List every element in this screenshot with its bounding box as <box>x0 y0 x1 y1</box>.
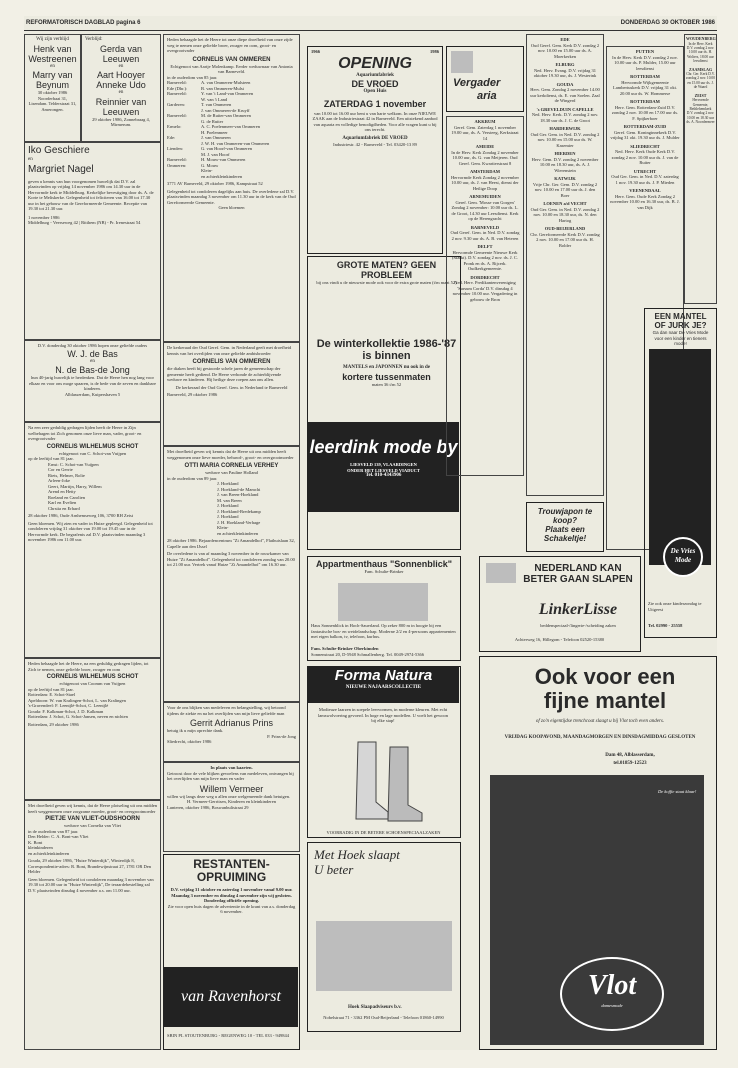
wedding-name-2: Margriet Nagel <box>28 163 94 175</box>
thanks-place: Sliedrecht, oktober 1986 <box>167 739 212 744</box>
church-place: DORDRECHT <box>470 274 500 280</box>
mantel-title: De winterkollektie 1986-'87 is binnen <box>316 338 457 362</box>
vergader-title-2: aria <box>477 90 497 102</box>
thanks-name: Gerrit Adrianus Prins <box>189 718 274 728</box>
family-table <box>167 80 296 179</box>
anniversary-name: W. J. de Bas <box>67 348 118 359</box>
opening-date: ZATERDAG 1 november <box>323 98 427 109</box>
opening-footer: Aquariumfabriek DE VROED <box>342 135 408 141</box>
thanks-notice <box>163 762 300 852</box>
church-services <box>446 116 524 476</box>
forma-body: Modieuze laarzen in soepele leervormen, in moderne kleuren. Met echt lamswolvoering gevoerd. In hoge en lage modellen. U voelt het gewoon bij elke stap! <box>318 707 448 723</box>
church-body: Ned. Herv. Kerk. D.V. zondag 2 nov. 18.30 uur ds. J. C. de Groot <box>531 112 599 123</box>
church-place: GOUDA <box>556 81 574 87</box>
wedding-date: 1 november 1986 <box>28 214 60 220</box>
vlot-sub: of zo'n eigentijdse trenchcoat slaagt u bij Vlot toch even anders. <box>535 719 665 724</box>
church-place: UTRECHT <box>633 168 657 174</box>
thanks-intro: Voor de ons blijken van medeleven en belangstelling, wij betoond tijdens de ziekte en na het overlijden van mijn lieve geliefde man <box>167 705 286 716</box>
family-member: T. van Ommeren <box>201 102 232 107</box>
church-place: HIERDEN <box>554 151 576 156</box>
family-member: J. van Ommeren-de Kruyff <box>201 107 250 113</box>
death-family <box>28 692 157 720</box>
anniversary-name: N. de Bas-de Jong <box>55 365 130 375</box>
family-line: en achterkleinkinderen <box>217 530 259 536</box>
church-body: Hervormde Wijkgemeente Lambertuskerk D.V. vrijdag 31 okt. 20.00 uur ds. W. Hommerse <box>612 79 678 96</box>
wedding-announcement <box>24 142 161 340</box>
church-place: WOUDENBERG <box>686 36 716 41</box>
church-body: Geref. Gem. Koninginnekerk D.V. vrijdag 31 okt. 19.30 uur ds. J. Mulder <box>610 129 680 140</box>
church-services <box>684 34 717 304</box>
ad-trouwjapon <box>526 502 604 552</box>
bed-icon <box>486 563 516 583</box>
vlot-title: Ook voor een fijne mantel <box>534 664 676 713</box>
family-member: M. J. van Hoorf <box>201 151 230 157</box>
family-place: Barneveld: <box>167 157 187 162</box>
church-place: ZEIST <box>694 92 707 98</box>
anniversary-address: Alblasserdam, Kuipershaven 5 <box>64 391 121 397</box>
ravenhorst-logo: van Ravenhorst <box>164 967 298 1027</box>
church-body: In de Herv. Kerk Zondag 2 november 10.00 uur, ds. G. van Meijeren. Oud Geref. Gem. Kwartierstraat 8 <box>451 149 519 166</box>
opening-title: OPENING <box>338 54 412 72</box>
church-place: ROTTERDAM <box>630 74 660 79</box>
vlot-logo-box <box>560 957 664 1031</box>
church-body: Herv. Gem. Zondag 2 november 14.00 uur kerkdienst, ds. E. van Soelen. Zaal de Wingerd <box>530 87 600 103</box>
family-line: J. Hoekland <box>217 481 239 486</box>
death-name: PIETJE VAN VLIET-OUDSHOORN <box>45 816 140 822</box>
church-body: Geref. Gem. Zaterdag 1 november 19.00 uur, ds. A. Versteeg, Kerkstraat 14 <box>451 124 519 141</box>
death-intro: Met droefheid geven wij kennis dat de Heere uit ons midden heeft weggenomen onze lieve moeder, behuwd-, groot- en overgrootmoeder <box>167 449 294 460</box>
ad-vlot <box>479 656 717 1050</box>
family-place: Ermelo: <box>167 124 182 129</box>
ad-forma-natura <box>307 666 461 838</box>
death-place: Gouda, 29 oktober 1986, "Huize Winterdijk", Winterdijk 8, Correspondentie-adres: R. Bont, Brandewijnstraat 27, 1781 OR Den Helder <box>28 858 151 874</box>
family-line: Den Helder: C. A. Bont-van Vliet <box>28 834 89 839</box>
restanten-line: Maandag 3 november en dinsdag 4 november zijn wij gesloten. <box>171 892 292 898</box>
death-notice <box>24 658 161 800</box>
appartement-sub: Fam. Schulte-Brinker <box>364 569 404 574</box>
appartement-title: Appartmenthaus "Sonnenblick" <box>315 559 453 569</box>
newspaper-page <box>24 16 717 1050</box>
death-place: Rotterdam, 29 oktober 1986 <box>28 721 79 727</box>
church-body: Ned. Herv. Predikantenvereniging 'Sursum Corda' D.V. dinsdag 4 november 10.00 uur. Vergadering in gebouw de Bron <box>452 280 518 302</box>
church-place: DELFT <box>477 244 493 249</box>
wedding-body: geven u kennis van hun voorgenomen huwelijk dat D.V. zal plaatsvinden op vrijdag 14 november 1986 om 14.30 uur in de Hervormde kerk te Middelburg. Kerkelijke bevestiging door ds. A. de Korte te Meliskerke. Gelegenheid tot feliciteren van 16.00 tot 17.30 uur in het gebouw van de Gereformeerde Gemeente. Receptie van 19.30 tot 21.30 uur. <box>28 178 154 211</box>
family-line: kleinkinderen <box>28 845 53 850</box>
vlot-logo: Vlot <box>587 970 637 1001</box>
junior-footer: Zie ook onze kinderzondag te Uitgeest <box>648 601 702 612</box>
family-line: Chrstia en Erhard <box>48 505 80 511</box>
anniversary-text: hun 40-jarig huwelijk te herdenken. Dat de Heere hen nog lang voor elkaar en voor ons moge spaaren, is de bede van de zeven en dankbare kinderen. <box>29 375 156 391</box>
house-illustration <box>338 583 428 621</box>
forma-brand: Forma Natura <box>334 667 433 684</box>
church-place: AKKRUM <box>474 119 496 124</box>
linker-title: NEDERLAND KAN BETER GAAN SLAPEN <box>523 563 633 585</box>
boots-illustration <box>348 737 428 825</box>
birth-name: Gerda van Leeuwen <box>99 43 143 64</box>
death-family <box>48 462 157 512</box>
family-member: G. de Ruiter <box>201 118 224 124</box>
church-body: Hervormde Gemeente Nieuwe Kerk (Markt). D.V. zondag 2 nov. ds. J. C. Pronk en ds. A. Rijcerk. Oudkerkgemeente. <box>451 249 519 271</box>
mantel-address: LIESVELD 139, VLAARDINGEN <box>350 462 417 467</box>
family-line: Ernst: C. Schot-van Vuijpen <box>48 461 99 467</box>
mantel-phone: Tel. 010-4343906 <box>365 473 402 478</box>
death-sub: weduwe van Pauline Holland <box>205 470 258 475</box>
birth-parent-1: Henk van Westreenen <box>28 43 77 64</box>
death-intro: Heden behaagde het de Heere tot onze diepe droefheid van onze zijde weg te nemen onze geliefde broer, zwager en oom, groot- en overgrootvader <box>167 37 293 53</box>
death-notice-verhey <box>163 446 300 702</box>
death-notice <box>24 800 161 1050</box>
linker-brand: LinkerLisse <box>538 601 618 618</box>
page-header-right: DONDERDAG 30 OKTOBER 1986 <box>620 20 715 26</box>
anniversary-announcement <box>24 340 161 422</box>
church-body: Hervormde Gemeente, Bethlehemkerk D.V. zondag 2 nov. 10.00 en 18.30 uur ds. A. Noordermeer <box>686 98 715 125</box>
death-notice-ommeren <box>163 34 300 342</box>
death-place: 3771 AV Barneveld, 29 oktober 1986, Kampstraat 52 <box>167 181 263 186</box>
page-header-left: REFORMATORISCH DAGBLAD pagina 6 <box>26 20 141 26</box>
vergader-title: Vergader <box>453 77 501 89</box>
family-member: A. C. Poelenmeer-van Ommeren <box>201 124 261 129</box>
birth-name: Aart Hooyer <box>96 70 146 80</box>
family-member: H. Mouw-van Ommeren <box>201 157 246 162</box>
wedding-name-1: Iko Geschiere <box>28 145 90 156</box>
appartement-body: Haus Sonnenblick in Hoch-Sauerland. Op zeker 800 m in hoogte bij een fantastische bos- en weidelandschap. Moderne 2/2 en 4-persoons appartementen met eigen balkon, tv, telefoon, kurhus. <box>311 623 456 639</box>
family-line: J. van Breen-Hoekland <box>217 492 259 497</box>
ad-mantel <box>307 256 461 550</box>
birth-intro: Wij zijn verblijd <box>36 37 69 42</box>
family-line: M. van Breen <box>217 497 242 503</box>
church-list <box>447 117 523 307</box>
ad-vergader <box>446 46 524 112</box>
family-member: G. van Hoorf-van Ommeren <box>201 146 252 151</box>
death-age: in de ouderdom van 87 jaar. <box>28 828 79 834</box>
wedding-and: en <box>28 157 33 162</box>
church-body: Oud Geref. Gem. Kerk D.V. zondag 2 nov. 10.00 en 15.00 uur ds. A. Moerkerken <box>530 42 600 59</box>
death-name: CORNELIS WILHELMUS SCHOT <box>46 674 139 680</box>
thanks-body-2: willen wij langs deze weg u allen onze welgemeende dank betuigen. <box>167 793 291 799</box>
anniversary-intro: D.V. donderdag 30 oktober 1986 hopen onze geliefde ouders <box>37 343 148 348</box>
birth-name: Anneke Udo <box>96 80 146 90</box>
death-note: Geen bloemen. Wij zien en vader in Huize gepleegd. Gelegenheid tot condoleren vrijdag 31 oktober van 19.00 tot 19.45 uur in de Hervormde kerk. De begrafenis zal D.V. plaatsvinden maandag 3 november 1986 om 11.00 uur. <box>28 520 153 542</box>
church-place: ARNEMUIDEN <box>469 194 501 199</box>
church-place: ROTTERDAM-ZUID <box>623 124 667 129</box>
vlot-address: Dam 48, Alblasserdam, <box>605 753 655 758</box>
death-intro: Met droefheid geven wij kennis, dat de Heere plotseling uit ons midden heeft weggenomen onze zorgzame moeder, groot- en overgrootmoeder <box>28 803 157 814</box>
hoek-name: Hoek Slaapadviseurs b.v. <box>348 1005 402 1010</box>
family-line: Riets, Helmer, Rolie <box>48 472 85 478</box>
death-sub: echtgenoot van C. Schot-van Vuijpen <box>58 450 127 456</box>
opening-name: Aquariumfabriek <box>356 72 394 78</box>
family-row <box>167 174 296 180</box>
junior-q2: Ga dan naar De Vries Mode voor een kinder en tieners mode! <box>652 330 709 346</box>
family-place: Garderen: <box>167 102 185 107</box>
restanten-title: RESTANTEN-OPRUIMING <box>193 857 270 884</box>
opening-details: van 10.00 tot 16.00 uur bent u van harte welkom. In onze NIEUWE ZAAK aan de Industriestraat 42 in Barneveld. Een uitstekend aanbod van aquaria en volledige benodigdheden. Voor alle vragen kunt u bij ons terecht. <box>312 110 438 132</box>
family-place: Barneveld: <box>167 80 187 85</box>
church-body: Herv. Gem. D.V. zondag 2 november 10.00 en 18.30 uur, ds. A. J. Wierenstein <box>531 156 599 173</box>
family-place: Ommeren: <box>167 162 187 168</box>
ad-linker <box>479 556 641 652</box>
church-body: Vrije Chr. Ger. Gem. D.V. zondag 2 nov. 10.00 en 17.00 uur ds. J. den Boer <box>532 181 598 198</box>
birth-name: Reinnier van Leeuwen <box>95 96 147 117</box>
death-intro: Heden behaagde het de Heere, na een geduldig gedragen lijden, tot Zich te nemen, onze geliefde broer, zwager en oom <box>28 661 149 672</box>
death-age: in de ouderdom van 85 jaar. <box>167 74 218 80</box>
birth-parent-2: Marry van Beynum <box>32 70 73 90</box>
death-age: op de leeftijd van 81 jaar. <box>28 686 74 692</box>
thanks-body: Getroost door de vele blijken gevoelens van medeleven, ontvangen bij het overlijden van mijn lieve man en vader <box>167 770 294 781</box>
mantel-sizes: maten 36 t/m 52 <box>371 381 402 387</box>
church-notice-body: die diaken heeft bij gestoorde schele jaren de gemeenschap der gemeente heeft gediend. De Heere verbonde de achterblijvende weduwe en kinderen. Hij heilige deze roepen aan ons allen. <box>167 366 282 382</box>
restanten-address: SBIN PL STOUTENBURG - REGENWEG 10 - TEL 033 - 949844 <box>167 1033 289 1038</box>
death-family <box>217 481 296 536</box>
death-name: CORNELIS WILHELMUS SCHOT <box>46 443 139 450</box>
death-name: OTTI MARIA CORNELIA VERHEY <box>184 463 279 469</box>
church-body: Herv. Gem. Oude Kerk Zondag 2 november 10.00 en 16.30 uur, ds. B. J. van Dijk <box>610 193 680 210</box>
family-line: Geert, Martijn, Harry, Willem <box>48 483 102 489</box>
death-sub: weduwe van Cornelia van Vliet <box>64 823 121 828</box>
church-notice-intro: De kerkeraad der Oud Geref. Gem. in Nederland geeft met droefheid kennis van het overlijden van onze geliefde ambtsbroeder <box>167 345 292 356</box>
mantel-line: MANTELS en JAPONNEN nu ook in de <box>343 365 430 370</box>
church-place: PUTTEN <box>635 49 655 54</box>
family-line: Gouda: F. Kalkman-Schot, J. D. Kalkman <box>28 708 104 714</box>
family-line: J. Hoekland-Bredekamp <box>217 508 261 514</box>
birth-name: en <box>118 63 124 69</box>
birth-and: en <box>50 63 55 69</box>
family-line: Rotterdam: E. Schot-Stael <box>28 692 76 697</box>
appartement-address: Sonnenstraat 20, D-5948 Schmallenberg. Tel. 0049-2974-5366 <box>311 652 425 657</box>
church-place: ROTTERDAM <box>630 99 660 104</box>
hoek-address: Nobelstraat 71 - 3362 PM Oud-Beijerland - Telefoon 01860-14990 <box>323 1015 444 1020</box>
family-line: Apeldoorn: W. van Kralingen-Schot, L. van Kralingen <box>28 697 126 703</box>
church-notice-sig: De kerkeraad der Oud Geref. Gem. in Nederland te Barneveld <box>175 384 288 390</box>
family-place: Lienden: <box>167 146 183 151</box>
birth-details-2: 29 oktober 1986, Zonnebraag 4, Mirmerum. <box>92 116 150 127</box>
family-member: Klein- <box>201 168 213 173</box>
death-note: Gelegenheid tot condoleren dagelijks aan huis. De overledene zal D.V. plaatsvinden maandag 3 november om 11.30 uur in de kerk van de Oud Gereformeerde Gemeente. <box>167 188 296 205</box>
opening-address: Industriestr. 42 - Barneveld - Tel. 03420-13 89 <box>333 142 417 147</box>
church-body: Geref. Gem. 'Mosse van Gorgen' Zondag 2 november: 10.00 uur ds. L. de Groot, 14.30 uur Leesdienst. Kerk op de Herengracht <box>451 199 519 221</box>
church-list <box>527 35 603 253</box>
death-name: CORNELIS VAN OMMEREN <box>192 56 271 63</box>
death-note: De overledene is van af maandag 3 november in de rouwkamer van Huize "Zi Amandelhof". Gelegenheid tot condoleren zondag van 20.00 tot 21.00 uur. Vertrek vanaf Huize "Zi Amandelhof" om 16.30 uur. <box>167 551 295 567</box>
family-line: J. Hoekland-de Mamchi <box>217 486 261 492</box>
church-list <box>685 35 716 129</box>
church-body: Herv. Gem. Rotterdam-Zuid D.V. zondag 2 nov. 10.00 en 17.00 uur ds. F. Spijkerboer <box>611 104 679 121</box>
page-header <box>24 16 717 31</box>
girl-photo <box>649 349 711 565</box>
thanks-sig: P. Prins-de Jong <box>267 733 296 739</box>
ad-restanten <box>163 854 300 1050</box>
church-body: Oud Ger. Gem. in Ned. D.V. zondag 2 nov. 10.00 en 15.00 uur ds. W. Kasemier <box>530 131 600 148</box>
church-body: Oud Geref. Gem. in Ned. D.V. zondag 2 nov. 9.30 uur ds. A. B. van Heteren <box>450 230 520 241</box>
family-member: H. Poelenmeer <box>201 129 228 135</box>
vlot-logo-sub: damesmode <box>601 1003 623 1008</box>
church-place: OUD-BEIJERLAND <box>544 226 586 231</box>
restanten-line: Donderdag officiële opening. <box>203 898 260 903</box>
bed-illustration <box>316 921 452 991</box>
church-body: Chr. Gereformeerde Kerk D.V. zondag 2 nov. 10.00 en 17.00 uur ds. H. Bolder <box>530 231 600 248</box>
restanten-line: D.V. vrijdag 31 oktober en zaterdag 1 november vanaf 9.00 uur. <box>170 887 293 892</box>
opening-name-2: DE VROED <box>351 79 399 89</box>
church-body: Ned. Herv. Kerk Oude Kerk D.V. zondag 2 nov. 10.00 uur ds. J. van de Ruiter <box>611 149 679 165</box>
family-line: Rotterdam: J. Schot, G. Schot-Jansen, neven en nichten <box>28 714 128 719</box>
restanten-line: Zie voor open huis dagen de advertentie in de krant van a.s. donderdag 6 november. <box>167 903 296 914</box>
birth-name: en <box>118 90 124 95</box>
family-member: B. van Ommeren-Mulst <box>201 85 244 91</box>
church-place: KATWIJK <box>554 176 576 181</box>
family-place: Barneveld: <box>167 91 187 96</box>
opening-open: Open Huis <box>363 89 387 94</box>
church-place: ELBURG <box>555 62 575 67</box>
family-line: 's-Gravendeel: F. Leentjlè-Schot, C. Leentjlè <box>28 703 109 708</box>
forma-footer: VOORRADIG IN DE BETERE SCHOENSPECIAALZAKEN <box>326 829 441 835</box>
church-place: EDE <box>560 37 570 42</box>
family-member: Y. van 't Land-van Ommeren <box>201 91 254 96</box>
ad-junior <box>644 308 717 638</box>
death-footer: Geen bloemen <box>218 205 245 210</box>
trouw-answer: Plaats een Schakeltje! <box>543 525 587 543</box>
ad-opening <box>307 46 443 254</box>
church-body: Oud Ger. Gem. in Ned. D.V. zaterdag 1 nov. 19.30 uur ds. J. P. Mieden <box>611 174 679 185</box>
family-line: J. Hoekland <box>217 503 239 508</box>
death-intro: Na een zeer geduldig gedragen lijden heeft de Heere in Zijn welbehagen tot Zich genomen onze lieve man, vader, groot- en overgrootvader <box>28 425 142 441</box>
family-line: J. Hoekland <box>217 514 239 519</box>
family-line: J. H. Hoekland-Verhage <box>217 519 261 525</box>
thanks-notice <box>163 702 300 762</box>
family-member: en achterkleinkinderen <box>201 173 243 179</box>
church-place: LOENEN a/d VECHT <box>543 201 587 206</box>
birth-details: 30 oktober 1986 Noorderbaai 31, Lisendam. Telderstraat 31, Amerongen. <box>28 90 77 112</box>
family-place: Barneveld: <box>167 113 187 118</box>
church-body: Oud Ger. Gem. in Ned. D.V. zondag 2 nov. 10.00 en 18.30 uur, ds. N. den Hartog <box>530 206 600 223</box>
family-line: Klein- <box>217 525 229 530</box>
church-place: BARNEVELD <box>470 224 500 230</box>
birth-announcement-2 <box>81 34 161 142</box>
family-line: en achterkleinkinderen <box>28 850 70 856</box>
ad-appartement <box>307 556 461 661</box>
family-place: Ede (Dhr.): <box>167 85 188 91</box>
church-place: 's GREVELDUIN CAPELLE <box>536 106 594 112</box>
family-line: Cor en Gerrie <box>48 467 73 472</box>
church-body: Hervormde Kerk Zondag 2 november 10.00 uur, ds. J. van Heest, dienst der Heilige Doop <box>451 174 519 191</box>
family-line: Arend en Hetty <box>48 489 76 494</box>
mantel-q: GROTE MATEN? GEEN PROBLEEM <box>336 260 437 280</box>
church-place: SLIEDRECHT <box>630 143 660 149</box>
family-line: Karl en Evelien <box>48 500 77 505</box>
birth-intro-2: Verblijd: <box>85 37 103 42</box>
vergader-icon <box>451 51 473 73</box>
church-place: VEENENDAAL <box>629 188 661 193</box>
thanks-intro: In plaats van kaarten. <box>210 765 253 770</box>
mantel-line-2: kortere tussenmaten <box>342 371 431 382</box>
leerdink-logo: leerdink mode by <box>309 437 458 457</box>
family-member: G. Mouw <box>201 162 219 168</box>
church-notice-place: Barneveld, 29 oktober 1986 <box>167 392 218 397</box>
death-sub: Echtgenoot van Aartje Molenkamp. Eerder weduwnaar van Antonia van Barneveld. <box>170 63 293 74</box>
family-member: J. W. H. van Ommeren-van Ommeren <box>201 140 270 146</box>
anniversary-and: en <box>90 358 95 364</box>
church-services <box>526 34 604 496</box>
mantel-q2: bij ons vindt u de nieuwste mode ook voor de extra grote maten (t/m maat 52) <box>316 280 457 285</box>
family-member: J. van Ommeren <box>201 135 231 140</box>
church-list <box>607 47 683 215</box>
death-place: 28 oktober 1986, Oude Arnhemseweg 106, 3700 RH Zeist <box>28 513 133 518</box>
linker-address: Achterweg 16, Hillegom - Telefoon 02520-15380 <box>514 637 605 642</box>
vlot-opening: VRIJDAG KOOPAVOND, MAANDAGMORGEN EN DINSDAGMIDDAG GESLOTEN <box>504 735 696 740</box>
linker-sub: beddenspeciaal-/lingerie-/scheiding zaken <box>540 623 616 628</box>
death-sub: echtgenoot van Coomm van Vuijpen <box>59 681 126 686</box>
family-member: M. de Ruiter-van Ommeren <box>201 113 251 118</box>
family-member: W. van 't Land <box>201 96 228 102</box>
death-notice <box>24 422 161 658</box>
family-line: Arleen-Joke <box>48 478 70 483</box>
year-right: 1986 <box>430 49 439 54</box>
church-place: ZAAMSLAG <box>688 66 713 72</box>
thanks-sig: H. Vermeer-Gerritsen, Kinderen en kleinkinderen <box>186 799 277 804</box>
thanks-body: betuig ik u mijn oprechte dank. <box>167 728 224 733</box>
church-body: Chr. Ger. Kerk D.V. zondag 2 nov. 10.00 en 15.00 uur ds. J. de Waard <box>686 72 716 90</box>
family-place: Ede: <box>167 135 176 140</box>
mantel-address-2: ONDER HET LIESVELD VIADUCT <box>347 467 420 473</box>
church-notice-name: CORNELIS VAN OMMEREN <box>192 359 271 365</box>
hoek-title: Met Hoek slaapt U beter <box>314 847 400 877</box>
forma-sub: NIEUWE NAJAARSCOLLECTIE <box>345 685 422 690</box>
family-member: A. van Ommeren-Mulsteen <box>201 80 251 85</box>
junior-q: EEN MANTEL OF JURK JE? <box>654 312 707 330</box>
church-body: In de Herv. Kerk D.V. zondag 2 nov. 10.00 uur ds. P. Mulder, 15.00 uur leesdienst <box>612 54 678 71</box>
death-note: Geen bloemen. Gelegenheid tot condoleren maandag 3 november van 19.30 tot 20.00 uur in "Huize Winterdijk", De teraardebestelling zal D.V. plaatsvinden dinsdag 4 november a.s. om 11.00 uur. <box>28 876 154 893</box>
junior-phone: Tel. 02990 - 25558 <box>648 623 683 628</box>
church-place: AMSTERDAM <box>470 169 500 174</box>
thanks-name: Willem Vermeer <box>199 783 264 794</box>
thanks-place: Lunteren, oktober 1986, Boswanbulistraat 29 <box>167 804 249 810</box>
church-place: HARDERWIJK <box>549 126 581 131</box>
family-line: Roeland en Carolien <box>48 494 85 500</box>
vlot-phone: tel.01859-12523 <box>613 761 647 766</box>
devries-badge: De Vries Mode <box>663 537 703 577</box>
church-place: AMEIDE <box>475 144 495 149</box>
church-body: Ned. Herv. Evang. D.V. vrijdag 31 oktober 19.30 uur, ds. J. Westerink <box>533 67 597 78</box>
appartement-footer: Fam. Schulte-Brinker Oberkimden <box>311 646 379 651</box>
church-notice <box>163 342 300 446</box>
family-place <box>167 174 201 180</box>
wedding-address: Middelburg - Veerseweg 42 | Ritthem (NB) - Pr. Irenestraat 54 <box>28 220 141 225</box>
death-family <box>28 834 157 856</box>
family-line: K. Bont <box>28 839 43 845</box>
death-place: 28 oktober 1986. Bejaardencentrum "Zi Amandelhof", Flathuislaan 32, Capelle aan den IJssel <box>167 538 295 549</box>
ad-hoek <box>307 842 461 1032</box>
death-age: in de ouderdom van 89 jaar. <box>167 475 218 481</box>
vlot-note: De koffie staat klaar! <box>658 789 697 794</box>
trouw-question: Trouwjapon te koop? <box>537 507 593 525</box>
death-age: op de leeftijd van 81 jaar. <box>28 456 74 461</box>
birth-announcement <box>24 34 81 142</box>
year-left: 1966 <box>311 49 320 54</box>
church-body: In de Herv. Kerk D.V. zondag 2 nov. 10.00 uur ds. H. Wolters, 18.00 uur leesdienst <box>686 41 715 64</box>
